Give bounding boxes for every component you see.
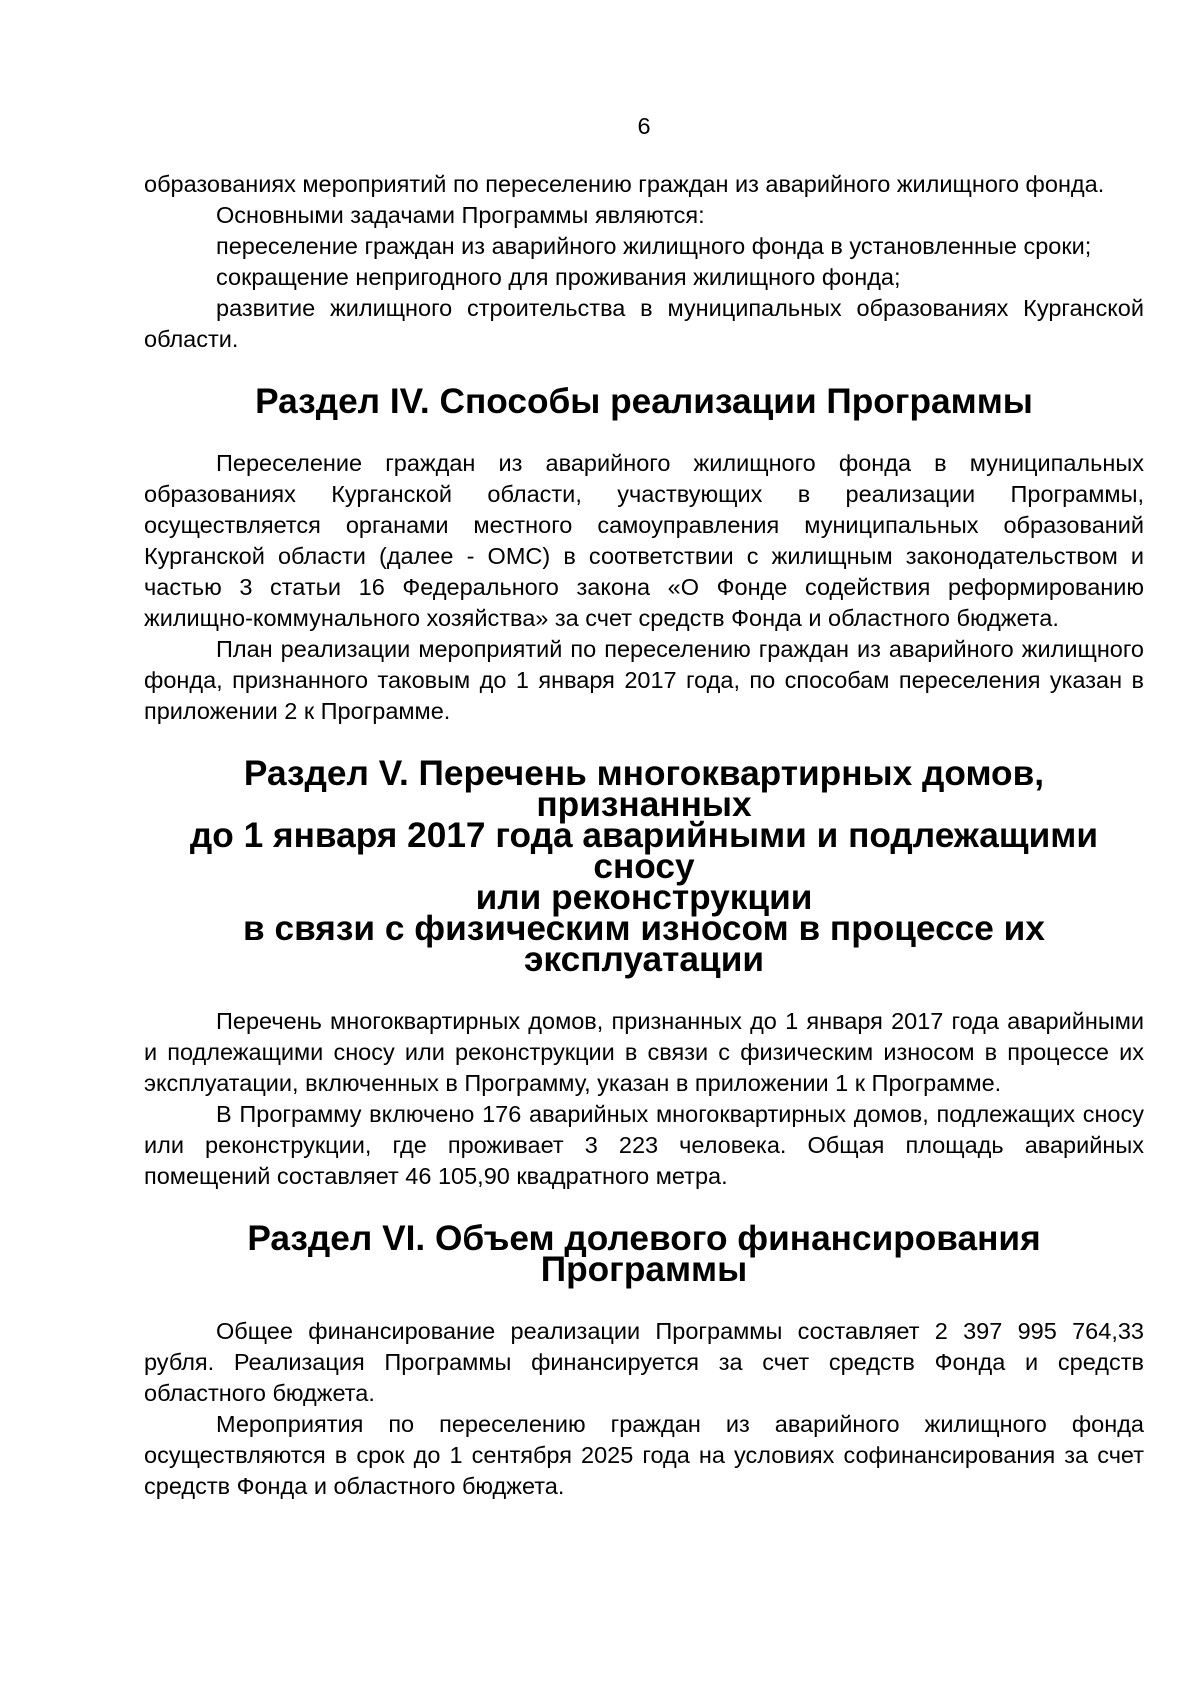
- document-body: [144, 169, 1144, 1502]
- section-4-paragraph-1: Переселение граждан из аварийного жилищного фонда в муниципальных образованиях Курганской области, участвующих в реализации Программы, осуществляется органами местного самоуправления муниципальных образований Курганской области (далее - ОМС) в соответствии с жилищным законодательством и частью 3 статьи 16 Федерального закона «О Фонде содействия реформированию жилищно-коммунального хозяйства» за счет средств Фонда и областного бюджета.: [144, 450, 1144, 631]
- task-item-2: сокращение непригодного для проживания жилищного фонда;: [216, 264, 901, 290]
- page-number: 6: [637, 113, 651, 139]
- section-6-paragraph-1: Общее финансирование реализации Программы составляет 2 397 995 764,33 рубля. Реализация Программы финансируется за счет средств Фонда и средств областного бюджета.: [144, 1318, 1144, 1406]
- section-5-title-line-1: Раздел V. Перечень многоквартирных домов, признанных: [243, 754, 1045, 824]
- section-5-paragraph-2: В Программу включено 176 аварийных многоквартирных домов, подлежащих сносу или реконструкции, где проживает 3 223 человека. Общая площадь аварийных помещений составляет 46 105,90 квадратного метра.: [144, 1101, 1144, 1189]
- section-5-title-line-3: или реконструкции: [475, 878, 813, 917]
- task-item-1: переселение граждан из аварийного жилищного фонда в установленные сроки;: [216, 233, 1092, 259]
- section-5-title: [144, 754, 1144, 979]
- section-5-title-line-2: до 1 января 2017 года аварийными и подлежащими сносу: [189, 816, 1099, 886]
- section-5-paragraph-1: Перечень многоквартирных домов, признанных до 1 января 2017 года аварийными и подлежащими сносу или реконструкции в связи с физическим износом в процессе их эксплуатации, включенных в Программу, указан в приложении 1 к Программе.: [144, 1008, 1144, 1096]
- tasks-intro-paragraph: Основными задачами Программы являются:: [216, 202, 705, 228]
- task-item-3: развитие жилищного строительства в муниципальных образованиях Курганской области.: [144, 295, 1144, 352]
- section-6-title: Раздел VI. Объем долевого финансирования Программы: [247, 1219, 1041, 1289]
- section-4-paragraph-2: План реализации мероприятий по переселению граждан из аварийного жилищного фонда, признанного таковым до 1 января 2017 года, по способам переселения указан в приложении 2 к Программе.: [144, 636, 1144, 724]
- goals-continuation-paragraph: образованиях мероприятий по переселению граждан из аварийного жилищного фонда.: [144, 171, 1105, 197]
- section-4-title: Раздел IV. Способы реализации Программы: [255, 382, 1033, 421]
- section-5-title-line-4: в связи с физическим износом в процессе их эксплуатации: [243, 909, 1045, 979]
- section-6-paragraph-2: Мероприятия по переселению граждан из аварийного жилищного фонда осуществляются в срок до 1 сентября 2025 года на условиях софинансирования за счет средств Фонда и областного бюджета.: [144, 1411, 1144, 1499]
